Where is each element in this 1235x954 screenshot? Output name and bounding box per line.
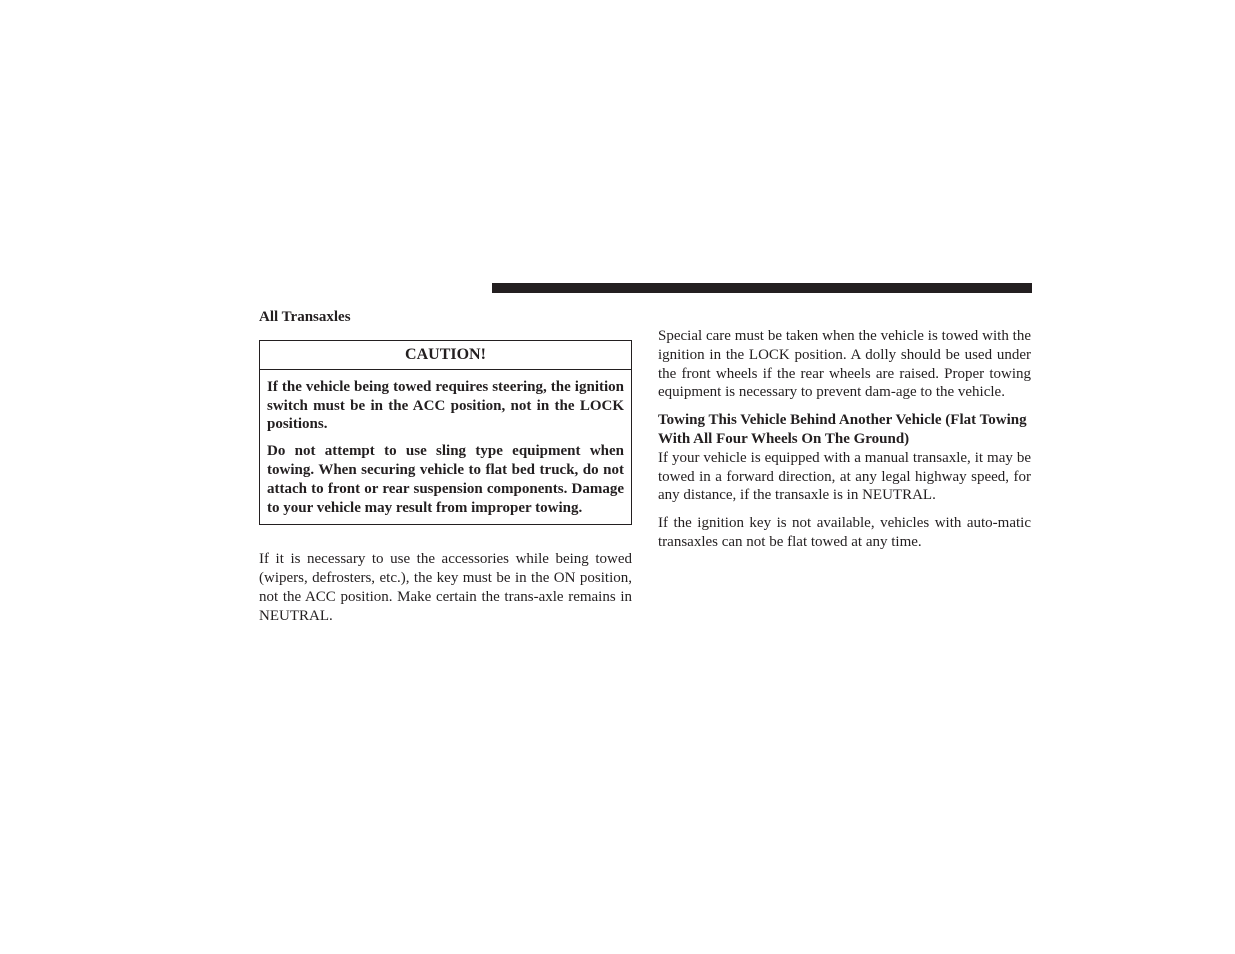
- caution-title: CAUTION!: [260, 341, 631, 370]
- caution-box: [259, 340, 632, 526]
- caution-paragraph-steering: If the vehicle being towed requires steering, the ignition switch must be in the ACC position, not in the LOCK positions.: [267, 378, 624, 433]
- caution-paragraph-sling: Do not attempt to use sling type equipment when towing. When securing vehicle to flat bed truck, do not attach to front or rear suspension components. Damage to your vehicle may result from improper towing.: [267, 443, 624, 516]
- caution-body: [260, 370, 631, 525]
- left-column: [259, 308, 632, 626]
- header-rule: [492, 283, 1032, 293]
- ignition-key-paragraph: If the ignition key is not available, vehicles with auto-matic transaxles can not be flat towed at any time.: [658, 515, 1031, 550]
- section-heading-flat-towing: Towing This Vehicle Behind Another Vehicle (Flat Towing With All Four Wheels On The Ground): [658, 412, 1027, 447]
- manual-transaxle-paragraph: If your vehicle is equipped with a manual transaxle, it may be towed in a forward direction, at any legal highway speed, for any distance, if the transaxle is in NEUTRAL.: [658, 449, 1031, 504]
- accessories-paragraph: If it is necessary to use the accessories while being towed (wipers, defrosters, etc.), the key must be in the ON position, not the ACC position. Make certain the trans-axle remains in NEUTRAL.: [259, 551, 632, 624]
- section-heading-all-transaxles: All Transaxles: [259, 309, 351, 325]
- lock-position-paragraph: Special care must be taken when the vehicle is towed with the ignition in the LOCK position. A dolly should be used under the front wheels if the rear wheels are raised. Proper towing equipment is necessary to prevent dam-age to the vehicle.: [658, 328, 1031, 401]
- right-column: [658, 327, 1031, 561]
